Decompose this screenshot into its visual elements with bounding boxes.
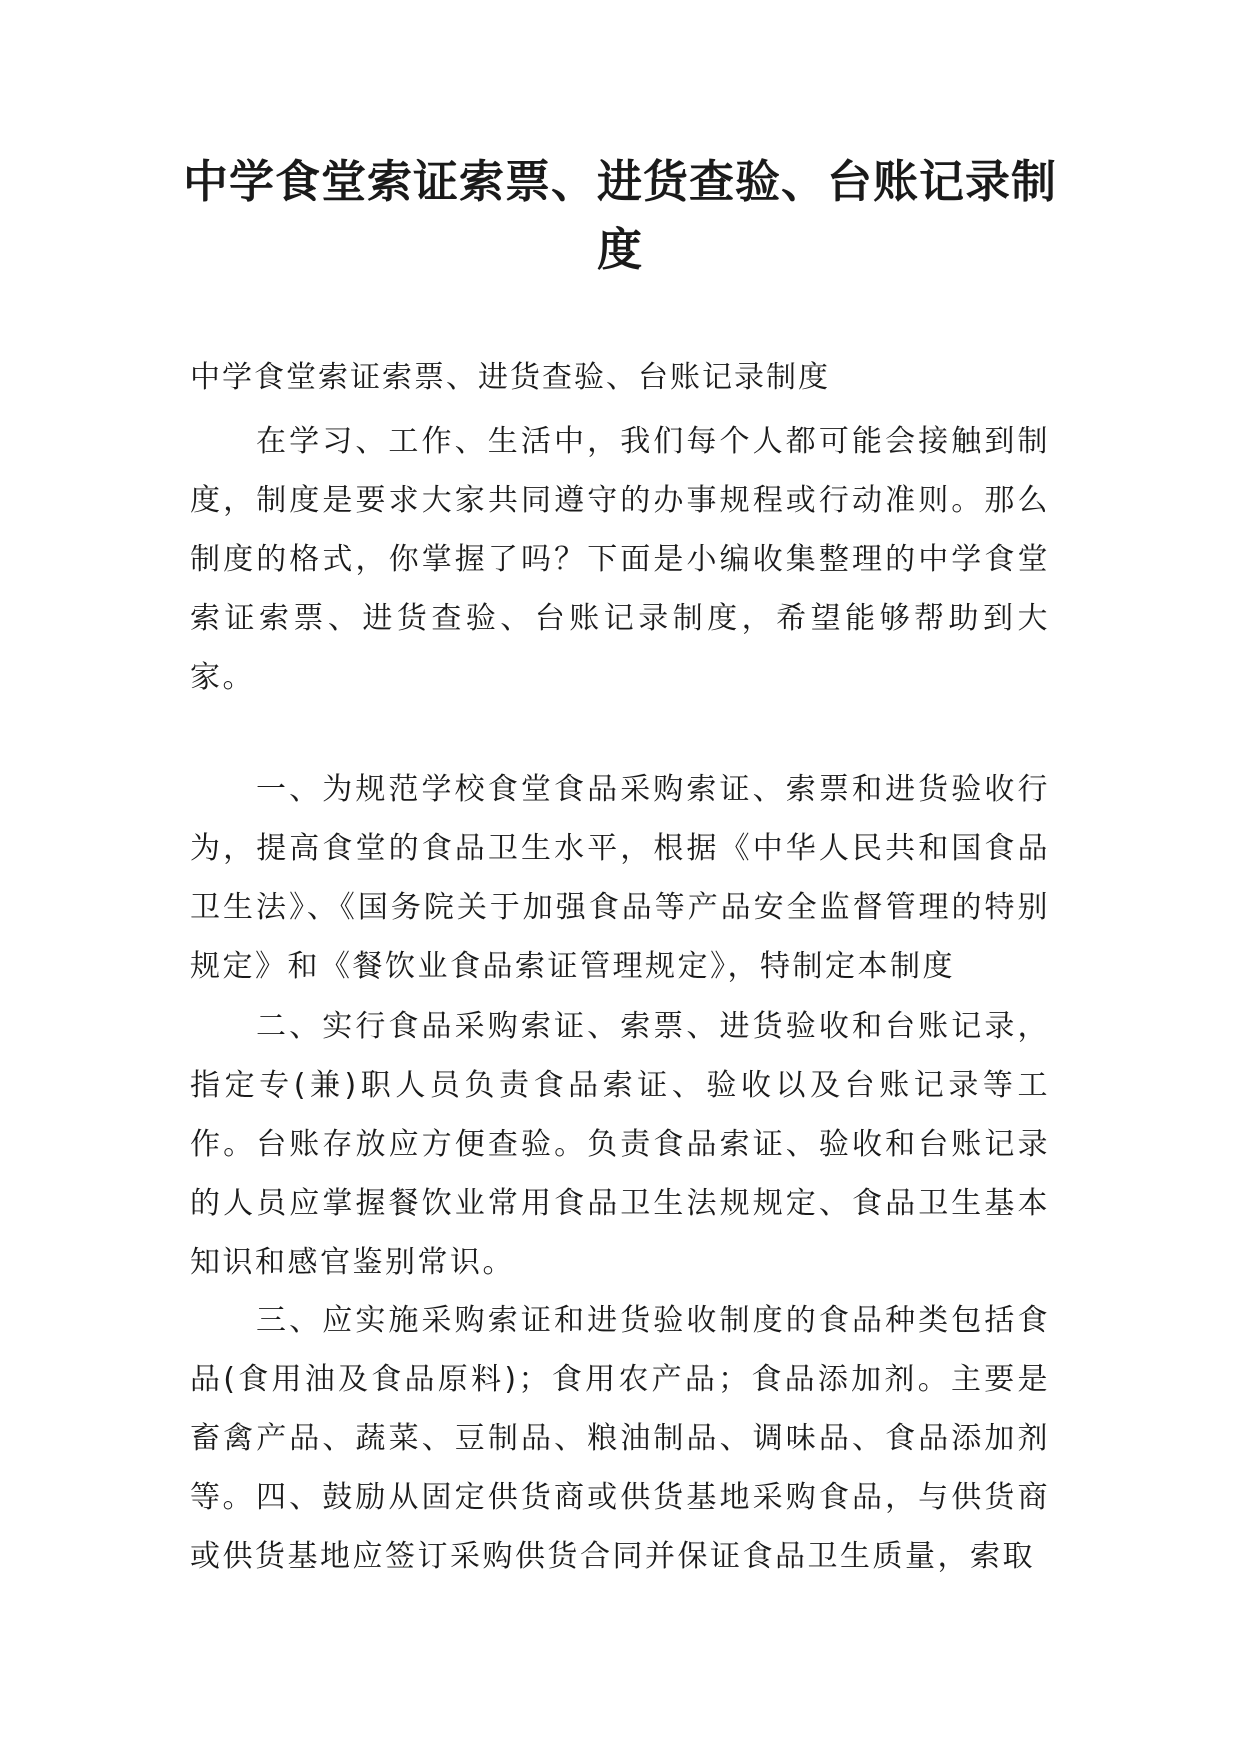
document-title: 中学食堂索证索票、进货查验、台账记录制度 xyxy=(182,155,1057,276)
paragraph-3: 三、应实施采购索证和进货验收制度的食品种类包括食品(食用油及食品原料)；食用农产品；食品添加剂。主要是畜禽产品、蔬菜、豆制品、粮油制品、调味品、食品添加剂等。 xyxy=(190,1303,1050,1515)
paragraph-2: 二、实行食品采购索证、索票、进货验收和台账记录，指定专(兼)职人员负责食品索证、验收以及台账记录等工作。台账存放应方便查验。负责食品索证、验收和台账记录的人员应掌握餐饮业常用食品卫生法规规定、食品卫生基本知识和感官鉴别常识。 xyxy=(190,1009,1050,1280)
intro-paragraph: 在学习、工作、生活中，我们每个人都可能会接触到制度，制度是要求大家共同遵守的办事规程或行动准则。那么制度的格式，你掌握了吗？下面是小编收集整理的中学食堂索证索票、进货查验、台账记录制度，希望能够帮助到大家。 xyxy=(190,424,1050,695)
paragraph-1: 一、为规范学校食堂食品采购索证、索票和进货验收行为，提高食堂的食品卫生水平，根据《中华人民共和国食品卫生法》、《国务院关于加强食品等产品安全监督管理的特别规定》和《餐饮业食品索证管理规定》，特制定本制度 xyxy=(190,772,1050,984)
paragraph-4: 四、鼓励从固定供货商或供货基地采购食品，与供货商或供货基地应签订采购供货合同并保证食品卫生质量，索取 xyxy=(190,1480,1050,1574)
document-subtitle: 中学食堂索证索票、进货查验、台账记录制度 xyxy=(190,360,830,395)
